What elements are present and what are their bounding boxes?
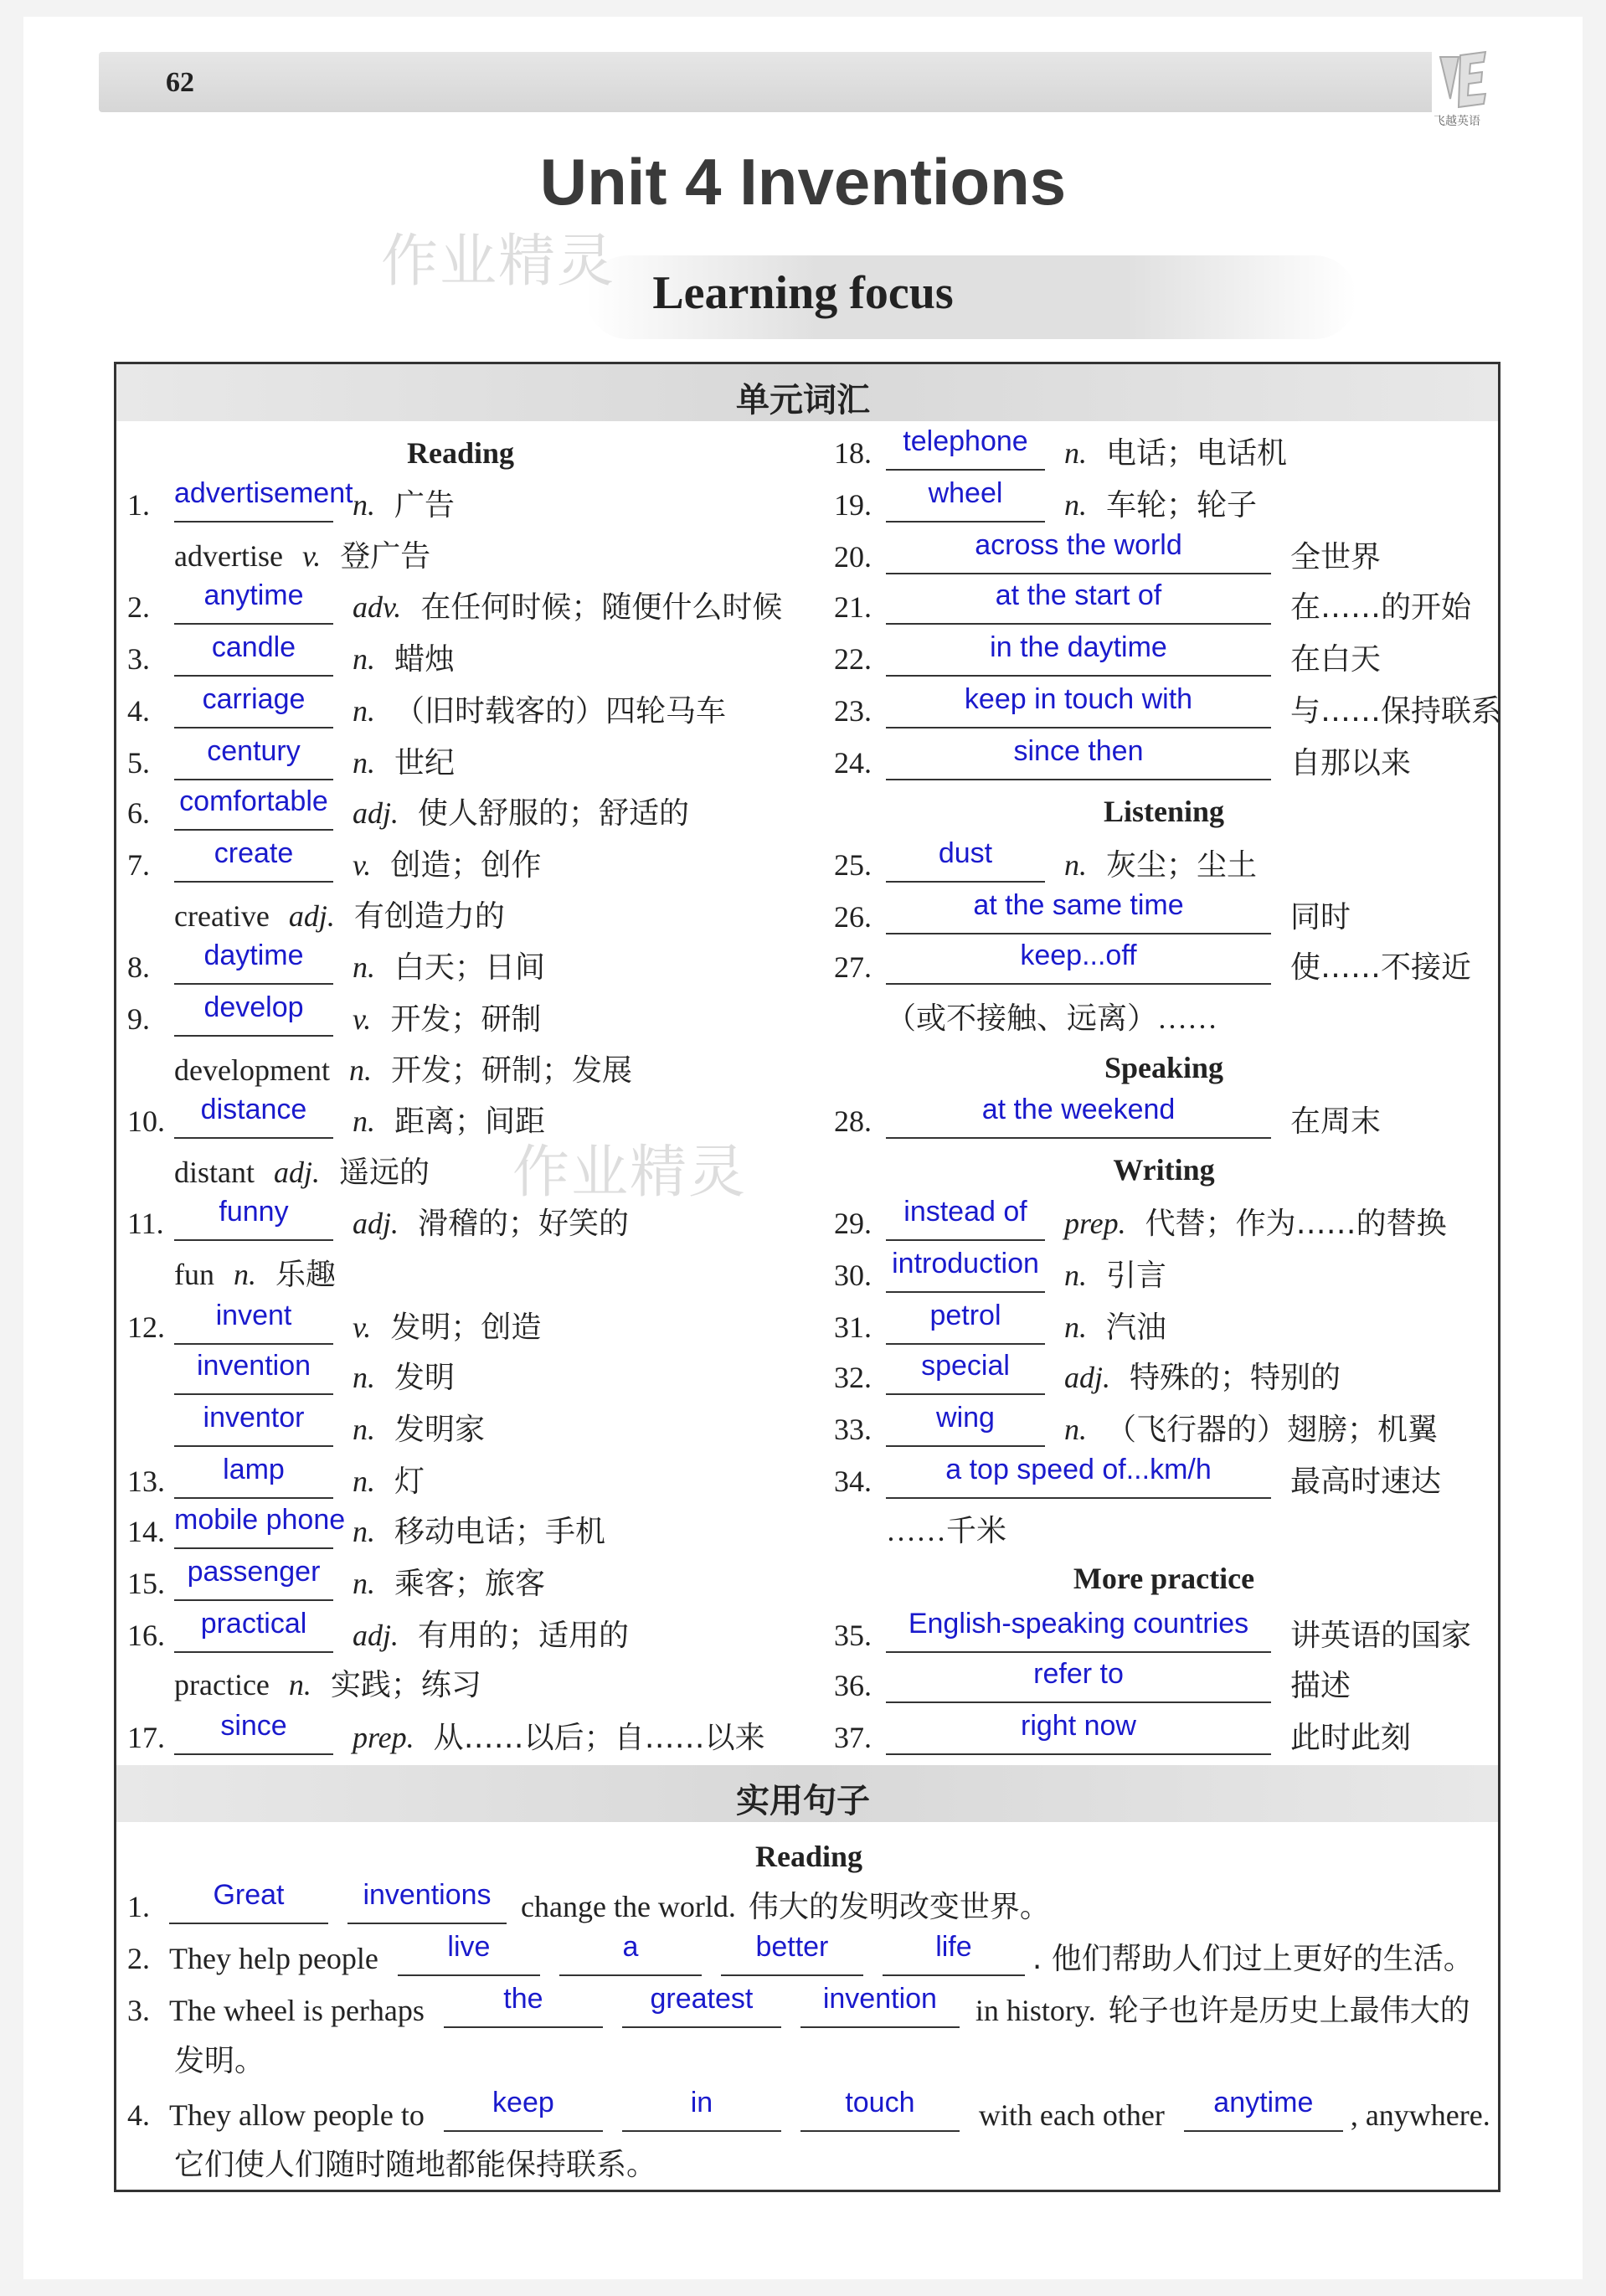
item-number: 30. (834, 1259, 872, 1292)
answer-blank[interactable] (886, 579, 1271, 625)
part-of-speech: adj. (288, 899, 335, 933)
vocab-item (127, 837, 542, 883)
answer-text: across the world (975, 529, 1182, 561)
sentence-1: 1. Great inventions change the world. 伟大的发明改变世界。 (127, 1879, 1050, 1924)
answer-blank[interactable] (174, 735, 333, 780)
part-of-speech: n. (353, 1567, 375, 1600)
vocab-item (127, 631, 456, 677)
answer-blank[interactable] (174, 1094, 333, 1139)
listening-heading: Listening (1103, 795, 1225, 828)
chinese-meaning: 遥远的 (339, 1156, 430, 1190)
part-of-speech: n. (1064, 848, 1087, 882)
item-number: 8. (127, 950, 150, 984)
answer-blank[interactable] (174, 1300, 333, 1345)
vocab-item (127, 1053, 632, 1088)
chinese-meaning: 在……的开始 (1290, 590, 1472, 625)
answer-blank[interactable] (886, 477, 1045, 523)
chinese-meaning: 与……保持联系 (1290, 694, 1502, 728)
answer-text: telephone (903, 425, 1028, 457)
answer-blank[interactable]: in (622, 2097, 781, 2132)
answer-blank[interactable] (886, 1710, 1271, 1755)
answer-blank[interactable]: inventions (347, 1889, 507, 1924)
answer-blank[interactable] (886, 940, 1271, 985)
answer-text: a top speed of...km/h (945, 1454, 1212, 1485)
answer-blank[interactable] (886, 631, 1271, 677)
part-of-speech: n. (353, 1515, 375, 1548)
item-number: 4. (127, 694, 150, 728)
answer-blank[interactable] (886, 1300, 1045, 1345)
chinese-meaning: 自那以来 (1290, 746, 1412, 780)
answer-blank[interactable] (174, 579, 333, 625)
chinese-meaning: 在白天 (1290, 642, 1382, 677)
item-number: 37. (834, 1721, 872, 1754)
part-of-speech: n. (1064, 436, 1087, 470)
answer-blank[interactable] (174, 683, 333, 728)
answer-blank[interactable]: keep (444, 2097, 603, 2132)
answer-blank[interactable] (174, 1710, 333, 1755)
chinese-meaning: 登广告 (340, 539, 431, 574)
chinese-meaning: 实践；练习 (330, 1668, 481, 1702)
item-number: 13. (127, 1465, 165, 1498)
item-number: 14. (127, 1515, 165, 1548)
page-number: 62 (166, 67, 194, 98)
chinese-meaning: 全世界 (1290, 540, 1382, 574)
chinese-meaning: （旧时载客的）四轮马车 (394, 694, 727, 728)
answer-text: instead of (903, 1196, 1027, 1228)
item-number: 7. (127, 848, 150, 882)
answer-text: in the daytime (990, 631, 1167, 663)
item-number: 33. (834, 1413, 872, 1446)
chinese-meaning: 有创造力的 (353, 899, 505, 934)
item-number: 10. (127, 1104, 165, 1138)
vocab-item (834, 1608, 1472, 1653)
answer-text: special (921, 1350, 1010, 1382)
vocab-item (127, 579, 783, 625)
item-number: 28. (834, 1104, 872, 1138)
vocab-item (127, 477, 456, 523)
answer-text: at the start of (995, 579, 1162, 611)
chinese-meaning: 最高时速达 (1290, 1465, 1442, 1499)
item-number: 11. (127, 1207, 164, 1240)
sentence-2: 2. They help people live a better life . 他们帮助人们过上更好的生活。 (127, 1931, 1474, 1976)
watermark: 作业精灵 (512, 1140, 748, 1206)
item-number: 16. (127, 1619, 165, 1652)
derived-word: development (174, 1053, 330, 1087)
part-of-speech: n. (288, 1668, 311, 1701)
chinese-meaning: 在任何时候；随便什么时候 (420, 590, 783, 625)
chinese-meaning: 发明 (394, 1361, 456, 1395)
part-of-speech: n. (1064, 488, 1087, 522)
chinese-meaning: 有用的；适用的 (418, 1619, 630, 1653)
answer-text: create (214, 837, 294, 869)
vocab-item (834, 1710, 1412, 1755)
item-number: 31. (834, 1310, 872, 1344)
answer-text: wheel (928, 477, 1003, 509)
answer-text: advertisement (174, 477, 353, 509)
answer-text: keep in touch with (964, 683, 1193, 715)
answer-blank[interactable] (886, 1658, 1271, 1703)
answer-text: develop (203, 991, 304, 1023)
part-of-speech: adj. (353, 796, 399, 830)
answer-blank[interactable]: live (398, 1941, 540, 1976)
chinese-meaning: 从……以后；自……以来 (433, 1721, 765, 1755)
answer-blank[interactable] (886, 1402, 1045, 1447)
answer-blank[interactable] (886, 683, 1271, 728)
answer-blank[interactable]: life (883, 1941, 1025, 1976)
vocab-item (127, 1504, 606, 1549)
vocab-item (127, 1710, 765, 1755)
answer-text: petrol (929, 1300, 1001, 1331)
chinese-meaning: 开发；研制；发展 (390, 1053, 632, 1088)
derived-word: fun (174, 1258, 214, 1291)
chinese-meaning: 描述 (1290, 1669, 1351, 1703)
vocab-item (834, 529, 1382, 574)
answer-blank[interactable] (886, 1196, 1045, 1241)
item-number: 18. (834, 436, 872, 470)
chinese-meaning: 白天；日间 (394, 950, 546, 985)
vocab-item (127, 1300, 542, 1345)
part-of-speech: n. (353, 642, 375, 676)
answer-text: introduction (892, 1248, 1039, 1279)
sentence-4: 4. They allow people to keep in touch with each other anytime , anywhere. (127, 2087, 1490, 2132)
answer-blank[interactable] (886, 1350, 1045, 1395)
item-number: 12. (127, 1310, 165, 1344)
item-number: 20. (834, 540, 872, 574)
vocab-item (834, 1001, 1217, 1035)
part-of-speech: prep. (1064, 1207, 1126, 1240)
part-of-speech: v. (353, 1002, 372, 1036)
item-number: 36. (834, 1669, 872, 1702)
vocab-item (127, 1258, 336, 1292)
chinese-meaning: 代替；作为……的替换 (1145, 1207, 1447, 1241)
item-number: 32. (834, 1361, 872, 1394)
vocab-section-title: 单元词汇 (736, 380, 870, 420)
item-number: 19. (834, 488, 872, 522)
part-of-speech: n. (348, 1053, 372, 1087)
chinese-meaning: 距离；间距 (394, 1104, 546, 1139)
answer-text: dust (938, 837, 993, 869)
more-practice-heading: More practice (1073, 1562, 1255, 1595)
part-of-speech: adj. (1064, 1361, 1111, 1394)
answer-text: century (207, 735, 301, 767)
derived-word: practice (174, 1668, 270, 1701)
sentence-3: 3. The wheel is perhaps the greatest invention in history. 轮子也许是历史上最伟大的 (127, 1983, 1470, 2028)
derived-word: （或不接触、远离）…… (886, 1001, 1218, 1035)
vocab-item (127, 1556, 546, 1601)
answer-text: daytime (203, 940, 304, 971)
chinese-meaning: 乐趣 (275, 1258, 337, 1292)
item-number: 24. (834, 746, 872, 780)
answer-blank[interactable] (174, 991, 333, 1037)
derived-word: creative (174, 899, 270, 933)
vocab-item (834, 1094, 1382, 1139)
vocab-item (127, 899, 505, 934)
vocab-item (834, 837, 1258, 883)
part-of-speech: n. (353, 488, 375, 522)
chinese-meaning: 灰尘；尘土 (1106, 848, 1258, 883)
item-number: 21. (834, 590, 872, 624)
answer-text: funny (219, 1196, 289, 1228)
answer-text: right now (1021, 1710, 1136, 1742)
answer-blank[interactable]: a (559, 1941, 702, 1976)
answer-text: keep...off (1020, 940, 1137, 971)
answer-text: practical (200, 1608, 307, 1640)
item-number: 15. (127, 1567, 165, 1600)
answer-text: mobile phone (174, 1504, 346, 1536)
chinese-meaning: 同时 (1290, 900, 1351, 934)
answer-text: English-speaking countries (908, 1608, 1249, 1640)
vocab-item (834, 425, 1288, 471)
chinese-meaning: 特殊的；特别的 (1130, 1361, 1341, 1395)
answer-text: carriage (202, 683, 306, 715)
vocab-item (127, 940, 546, 985)
answer-blank[interactable] (886, 1094, 1271, 1139)
answer-blank[interactable] (886, 1248, 1045, 1293)
chinese-meaning: 引言 (1106, 1259, 1167, 1293)
part-of-speech: v. (353, 1310, 372, 1344)
part-of-speech: n. (353, 1361, 375, 1394)
answer-text: since then (1013, 735, 1144, 767)
part-of-speech: n. (353, 694, 375, 728)
vocab-item (127, 735, 456, 780)
vocab-item (127, 1156, 430, 1190)
sentences-reading-heading: Reading (754, 1840, 863, 1873)
item-number: 17. (127, 1721, 165, 1754)
part-of-speech: adj. (274, 1156, 321, 1189)
part-of-speech: n. (353, 1465, 375, 1498)
part-of-speech: prep. (353, 1721, 414, 1754)
answer-text: lamp (223, 1454, 285, 1485)
publisher-logo-text: 飞越英语 (1434, 114, 1480, 127)
vocab-item (127, 991, 542, 1037)
part-of-speech: n. (353, 1413, 375, 1446)
part-of-speech: n. (234, 1258, 256, 1291)
answer-text: comfortable (179, 785, 328, 817)
reading-heading: Reading (406, 436, 515, 470)
part-of-speech: adj. (353, 1207, 399, 1240)
unit-title: Unit 4 Inventions (539, 145, 1067, 219)
item-number: 1. (127, 488, 150, 522)
part-of-speech: n. (353, 950, 375, 984)
chinese-meaning: 在周末 (1290, 1104, 1382, 1139)
watermark: 作业精灵 (381, 229, 616, 295)
chinese-meaning: 灯 (394, 1465, 425, 1499)
chinese-meaning: 乘客；旅客 (394, 1567, 546, 1601)
answer-blank[interactable] (174, 1454, 333, 1499)
item-number: 27. (834, 950, 872, 984)
item-number: 26. (834, 900, 872, 934)
answer-blank[interactable]: anytime (1184, 2097, 1343, 2132)
vocab-item (127, 1350, 456, 1395)
chinese-meaning: 创造；创作 (390, 848, 542, 883)
speaking-heading: Speaking (1104, 1051, 1224, 1084)
chinese-meaning: 开发；研制 (390, 1002, 542, 1037)
answer-blank[interactable] (886, 837, 1045, 883)
vocab-item (834, 1658, 1351, 1703)
chinese-meaning: （飞行器的）翅膀；机翼 (1106, 1413, 1439, 1447)
page-number-bar (99, 52, 1432, 112)
item-number: 2. (127, 590, 150, 624)
publisher-logo-icon (1434, 49, 1494, 116)
chinese-meaning: 世纪 (394, 746, 456, 780)
chinese-meaning: 发明家 (394, 1413, 486, 1447)
vocab-item (834, 1196, 1447, 1241)
part-of-speech: v. (301, 539, 322, 573)
answer-blank[interactable] (886, 425, 1045, 471)
part-of-speech: n. (1064, 1259, 1087, 1292)
answer-blank[interactable] (174, 785, 333, 831)
chinese-meaning: 使……不接近 (1290, 950, 1472, 985)
chinese-meaning: 此时此刻 (1290, 1721, 1412, 1755)
answer-text: anytime (203, 579, 304, 611)
answer-text: distance (200, 1094, 307, 1125)
item-number: 25. (834, 848, 872, 882)
answer-text: wing (936, 1402, 995, 1434)
part-of-speech: adv. (353, 590, 402, 624)
vocab-item (127, 1454, 425, 1499)
answer-blank[interactable]: greatest (622, 1993, 781, 2028)
answer-text: at the weekend (981, 1094, 1176, 1125)
vocab-item (127, 683, 727, 728)
vocab-item (834, 735, 1412, 780)
chinese-meaning: 广告 (394, 488, 456, 523)
vocab-item (834, 1454, 1442, 1499)
item-number: 9. (127, 1002, 150, 1036)
item-number: 23. (834, 694, 872, 728)
answer-blank[interactable]: the (444, 1993, 603, 2028)
vocab-item (127, 1608, 630, 1653)
vocab-item (834, 889, 1351, 934)
chinese-meaning: 汽油 (1106, 1310, 1167, 1345)
vocab-item (834, 1350, 1341, 1395)
answer-blank[interactable]: better (721, 1941, 863, 1976)
writing-heading: Writing (1113, 1153, 1215, 1187)
part-of-speech: adj. (353, 1619, 399, 1652)
answer-text: inventor (203, 1402, 305, 1434)
answer-blank[interactable] (174, 837, 333, 883)
answer-blank[interactable]: invention (800, 1993, 960, 2028)
answer-text: passenger (187, 1556, 321, 1588)
vocab-item (834, 940, 1472, 985)
answer-blank[interactable] (174, 1402, 333, 1447)
chinese-meaning: 蜡烛 (394, 642, 456, 677)
part-of-speech: v. (353, 848, 372, 882)
vocab-item (834, 1402, 1439, 1447)
vocab-item (834, 1514, 1006, 1547)
chinese-meaning: 使人舒服的；舒适的 (418, 796, 690, 831)
chinese-meaning: 发明；创造 (390, 1310, 542, 1345)
vocab-item (834, 1300, 1167, 1345)
derived-word: ……千米 (886, 1514, 1007, 1547)
subtitle: Learning focus (652, 267, 954, 319)
item-number: 34. (834, 1465, 872, 1498)
vocab-item (834, 631, 1382, 677)
chinese-meaning: 车轮；轮子 (1106, 488, 1258, 523)
vocab-item (127, 1668, 481, 1702)
answer-blank[interactable] (886, 529, 1271, 574)
vocab-item (834, 477, 1258, 523)
part-of-speech: n. (1064, 1413, 1087, 1446)
vocab-item (127, 1402, 486, 1447)
answer-text: since (220, 1710, 287, 1742)
item-number: 6. (127, 796, 150, 830)
part-of-speech: n. (353, 746, 375, 780)
vocab-item (127, 539, 430, 574)
part-of-speech: n. (1064, 1310, 1087, 1344)
vocab-item (127, 1094, 546, 1139)
chinese-meaning: 电话；电话机 (1106, 436, 1288, 471)
part-of-speech: n. (353, 1104, 375, 1138)
vocab-item (834, 683, 1502, 728)
item-number: 29. (834, 1207, 872, 1240)
sentence-4-translation: 它们使人们随时随地都能保持联系。 (174, 2148, 657, 2182)
vocab-item (127, 1196, 630, 1241)
item-number: 22. (834, 642, 872, 676)
answer-text: invention (196, 1350, 311, 1382)
item-number: 5. (127, 746, 150, 780)
derived-word: advertise (174, 539, 283, 573)
answer-blank[interactable] (886, 889, 1271, 934)
answer-blank[interactable] (174, 631, 333, 677)
answer-blank[interactable] (174, 1196, 333, 1241)
chinese-meaning: 滑稽的；好笑的 (418, 1207, 630, 1241)
answer-blank[interactable] (174, 1504, 346, 1549)
answer-text: at the same time (973, 889, 1184, 921)
answer-blank[interactable] (174, 1556, 333, 1601)
answer-blank[interactable]: Great (169, 1889, 328, 1924)
vocab-item (834, 579, 1472, 625)
derived-word: distant (174, 1156, 255, 1189)
chinese-meaning: 移动电话；手机 (394, 1515, 606, 1549)
vocab-item (127, 785, 690, 831)
answer-blank[interactable] (174, 940, 333, 985)
answer-blank[interactable] (174, 1608, 333, 1653)
answer-text: refer to (1033, 1658, 1124, 1690)
answer-blank[interactable] (886, 1608, 1271, 1653)
vocab-item (834, 1248, 1167, 1293)
sentence-3-cont: 发明。 (174, 2044, 265, 2078)
sentences-section-title: 实用句子 (736, 1781, 870, 1820)
answer-text: invent (215, 1300, 292, 1331)
item-number: 35. (834, 1619, 872, 1652)
answer-blank[interactable] (174, 477, 353, 523)
answer-blank[interactable] (886, 735, 1271, 780)
chinese-meaning: 讲英语的国家 (1290, 1619, 1472, 1653)
item-number: 3. (127, 642, 150, 676)
answer-blank[interactable]: touch (800, 2097, 960, 2132)
answer-blank[interactable] (174, 1350, 333, 1395)
answer-blank[interactable] (886, 1454, 1271, 1499)
answer-text: candle (211, 631, 296, 663)
